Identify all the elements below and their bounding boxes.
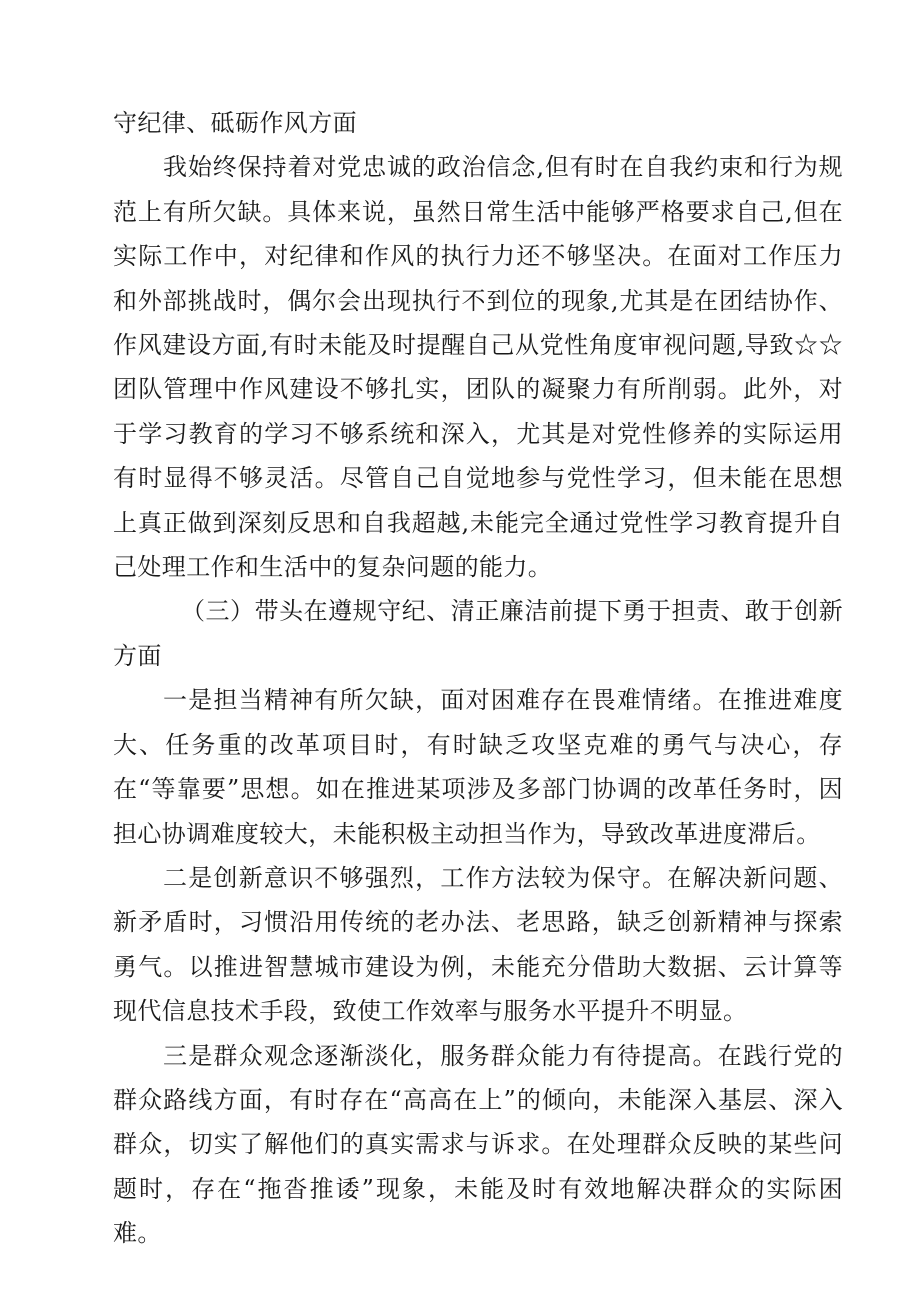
body-paragraph: 二是创新意识不够强烈，工作方法较为保守。在解决新问题、新矛盾时，习惯沿用传统的老办法、老思路，缺乏创新精神与探索勇气。以推进智慧城市建设为例，未能充分借助大数据、云计算等现代信息技术手段，致使工作效率与服务水平提升不明显。 xyxy=(113,863,843,1026)
body-paragraph: 三是群众观念逐渐淡化，服务群众能力有待提高。在践行党的群众路线方面，有时存在“高高在上”的倾向，未能深入基层、深入群众，切实了解他们的真实需求与诉求。在处理群众反映的某些问题时，存在“拖沓推诿”现象，未能及时有效地解决群众的实际困难。 xyxy=(113,1041,843,1248)
section-heading: （三）带头在遵规守纪、清正廉洁前提下勇于担责、敢于创新方面 xyxy=(113,597,843,670)
body-paragraph: 一是担当精神有所欠缺，面对困难存在畏难情绪。在推进难度大、任务重的改革项目时，有时缺乏攻坚克难的勇气与决心，存在“等靠要”思想。如在推进某项涉及多部门协调的改革任务时，因担心协调难度较大，未能积极主动担当作为，导致改革进度滞后。 xyxy=(113,686,843,848)
section-heading-continuation: 守纪律、砥砺作风方面 xyxy=(113,109,357,137)
body-paragraph: 我始终保持着对党忠诚的政治信念,但有时在自我约束和行为规范上有所欠缺。具体来说，虽然日常生活中能够严格要求自己,但在实际工作中，对纪律和作风的执行力还不够坚决。在面对工作压力和外部挑战时，偶尔会出现执行不到位的现象,尤其是在团结协作、作风建设方面,有时未能及时提醒自己从党性角度审视问题,导致☆☆团队管理中作风建设不够扎实，团队的凝聚力有所削弱。此外，对于学习教育的学习不够系统和深入，尤其是对党性修养的实际运用有时显得不够灵活。尽管自己自觉地参与党性学习，但未能在思想上真正做到深刻反思和自我超越,未能完全通过党性学习教育提升自己处理工作和生活中的复杂问题的能力。 xyxy=(113,153,843,582)
document-body xyxy=(113,101,843,1256)
